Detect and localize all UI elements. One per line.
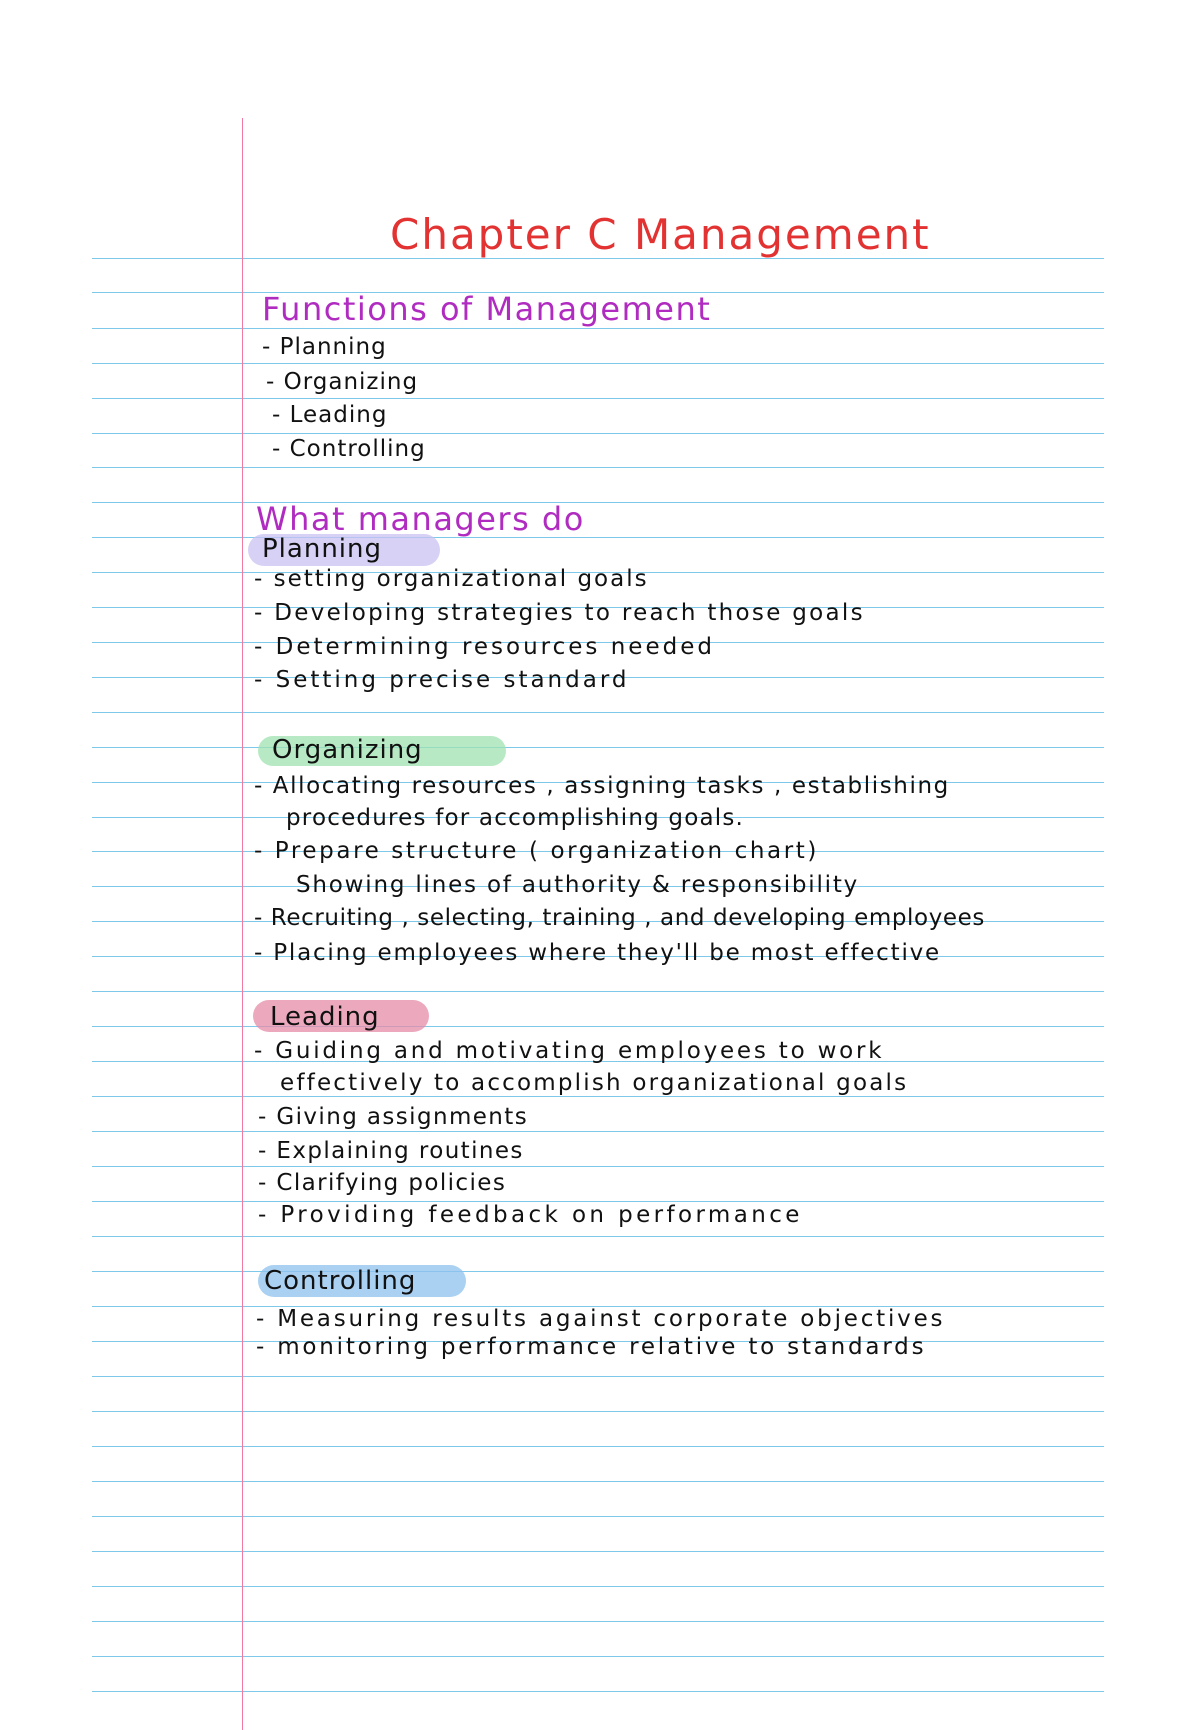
ruled-line xyxy=(92,747,1104,748)
managers-heading: What managers do xyxy=(256,500,585,538)
ruled-line xyxy=(92,1096,1104,1097)
leading-line: - Guiding and motivating employees to work xyxy=(254,1038,885,1064)
controlling-line: - Measuring results against corporate objectives xyxy=(256,1306,946,1332)
leading-line: - Providing feedback on performance xyxy=(258,1202,803,1228)
planning-item: - Developing strategies to reach those goals xyxy=(254,600,865,626)
ruled-line xyxy=(92,1411,1104,1412)
controlling-label: Controlling xyxy=(264,1266,417,1296)
organizing-line: procedures for accomplishing goals. xyxy=(286,805,745,831)
planning-item: - Setting precise standard xyxy=(254,667,630,693)
organizing-label: Organizing xyxy=(272,735,423,765)
ruled-line xyxy=(92,1656,1104,1657)
ruled-line xyxy=(92,433,1104,434)
ruled-line xyxy=(92,1166,1104,1167)
functions-heading: Functions of Management xyxy=(262,290,712,328)
leading-line: - Clarifying policies xyxy=(258,1170,507,1196)
organizing-line: - Placing employees where they'll be most effective xyxy=(254,940,941,966)
ruled-line xyxy=(92,1621,1104,1622)
ruled-line xyxy=(92,1131,1104,1132)
ruled-line xyxy=(92,467,1104,468)
margin-line xyxy=(242,118,243,1730)
ruled-line xyxy=(92,1446,1104,1447)
ruled-line xyxy=(92,328,1104,329)
organizing-line: Showing lines of authority & responsibility xyxy=(296,872,860,898)
ruled-line xyxy=(92,712,1104,713)
leading-label: Leading xyxy=(270,1002,380,1032)
functions-item: - Leading xyxy=(272,402,388,428)
functions-item: - Controlling xyxy=(272,436,426,462)
ruled-line xyxy=(92,1551,1104,1552)
ruled-line xyxy=(92,1376,1104,1377)
organizing-line: - Prepare structure ( organization chart) xyxy=(254,838,819,864)
page-title: Chapter C Management xyxy=(390,210,931,259)
ruled-line xyxy=(92,1691,1104,1692)
ruled-line xyxy=(92,1236,1104,1237)
organizing-line: - Recruiting , selecting, training , and developing employees xyxy=(254,905,986,931)
planning-item: - setting organizational goals xyxy=(254,566,649,592)
planning-label: Planning xyxy=(262,534,382,564)
ruled-line xyxy=(92,363,1104,364)
ruled-line xyxy=(92,537,1104,538)
functions-item: - Planning xyxy=(262,334,387,360)
planning-item: - Determining resources needed xyxy=(254,634,715,660)
organizing-line: - Allocating resources , assigning tasks , establishing xyxy=(254,773,950,799)
ruled-line xyxy=(92,1271,1104,1272)
leading-line: effectively to accomplish organizational goals xyxy=(280,1070,909,1096)
ruled-line xyxy=(92,1481,1104,1482)
ruled-line xyxy=(92,502,1104,503)
leading-line: - Giving assignments xyxy=(258,1104,529,1130)
controlling-line: - monitoring performance relative to standards xyxy=(256,1334,927,1360)
ruled-line xyxy=(92,1026,1104,1027)
ruled-line xyxy=(92,398,1104,399)
ruled-line xyxy=(92,991,1104,992)
ruled-line xyxy=(92,1516,1104,1517)
ruled-line xyxy=(92,1586,1104,1587)
functions-item: - Organizing xyxy=(266,369,419,395)
leading-line: - Explaining routines xyxy=(258,1138,524,1164)
